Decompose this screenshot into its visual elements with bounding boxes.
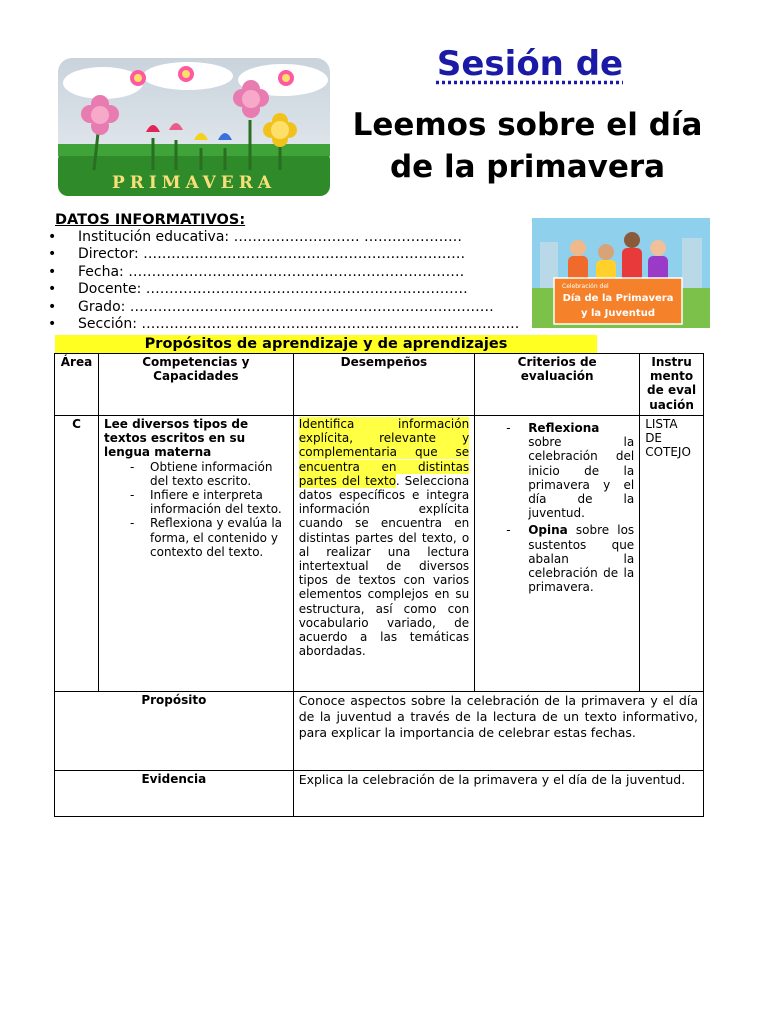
learning-purpose-table	[54, 353, 704, 817]
table-header-row	[55, 354, 704, 416]
desempenos-cell	[293, 416, 475, 692]
capacidad-item: - Reflexiona y evalúa la forma, el contenido y contexto del texto.	[130, 516, 288, 559]
area-cell: C	[55, 416, 99, 692]
competencias-cell	[99, 416, 294, 692]
session-subtitle: Leemos sobre el día de la primavera	[352, 107, 703, 185]
spring-youth-banner-image	[532, 218, 710, 328]
datos-item-seccion: • Sección: ………………………………………………………………………	[46, 316, 519, 333]
competencia-text: Lee diversos tipos de textos escritos en su lengua materna	[104, 417, 249, 460]
svg-text:PRIMAVERA: PRIMAVERA	[111, 173, 277, 193]
instrumento-cell: LISTA DE COTEJO	[640, 416, 704, 692]
svg-text:Día de la Primavera: Día de la Primavera	[562, 293, 674, 304]
desempeno-text: . Selecciona datos específicos e integra información explícita cuando se encuentra en distintas partes del texto, o al realizar una lectura intertextual de diversos tipos de textos con varios elementos complejos en su estructura, así como con vocabulario variado, de acuerdo a las temáticas abordadas.	[298, 473, 470, 659]
criterio-item: - Reflexiona sobre la celebración del inicio de la primavera y el día de la juventud.	[506, 421, 634, 520]
evidencia-row	[55, 771, 704, 817]
evidencia-text: Explica la celebración de la primavera y el día de la juventud.	[293, 771, 703, 817]
capacidad-item: - Infiere e interpreta información del texto.	[130, 488, 288, 516]
datos-item-docente: • Docente: ……………………………………………………………	[46, 281, 519, 298]
desempeno-highlight: Identifica información explícita, relevante y complementaria que se encuentra en distintas partes del texto	[298, 417, 470, 488]
proposito-label: Propósito	[55, 692, 294, 771]
criterio-item: - Opina sobre los sustentos que abalan la celebración de la primavera.	[506, 523, 634, 594]
evidencia-label: Evidencia	[55, 771, 294, 817]
datos-list	[46, 229, 519, 333]
header-criterios: Criterios de evaluación	[475, 354, 640, 416]
datos-item-fecha: • Fecha: ………………………………………………………………	[46, 264, 519, 281]
spring-flowers-image	[58, 58, 330, 196]
datos-item-grado: • Grado: ……………………………………………………………………	[46, 299, 519, 316]
header-competencias: Competencias y Capacidades	[99, 354, 294, 416]
criterios-cell	[475, 416, 640, 692]
capacidad-item: - Obtiene información del texto escrito.	[130, 460, 288, 488]
proposito-row	[55, 692, 704, 771]
datos-heading: DATOS INFORMATIVOS:	[55, 212, 246, 228]
table-row	[55, 416, 704, 692]
proposito-text: Conoce aspectos sobre la celebración de la primavera y el día de la juventud a través de la lectura de un texto informativo, para explicar la importancia de celebrar estas fechas.	[293, 692, 703, 771]
svg-text:Celebración del: Celebración del	[562, 283, 609, 290]
header-desempenos: Desempeños	[293, 354, 475, 416]
session-title: Sesión de	[436, 44, 624, 84]
datos-item-director: • Director: ……………………………………………………………	[46, 246, 519, 263]
svg-text:y la Juventud: y la Juventud	[581, 308, 655, 319]
header-area: Área	[55, 354, 99, 416]
capacidades-list	[104, 460, 288, 559]
header-instrumento: Instrumento de evaluación	[640, 354, 704, 416]
datos-item-institucion: • Institución educativa: ……………………… …………………	[46, 229, 519, 246]
purpose-header: Propósitos de aprendizaje y de aprendizajes	[55, 335, 597, 353]
criterios-list	[480, 421, 634, 594]
